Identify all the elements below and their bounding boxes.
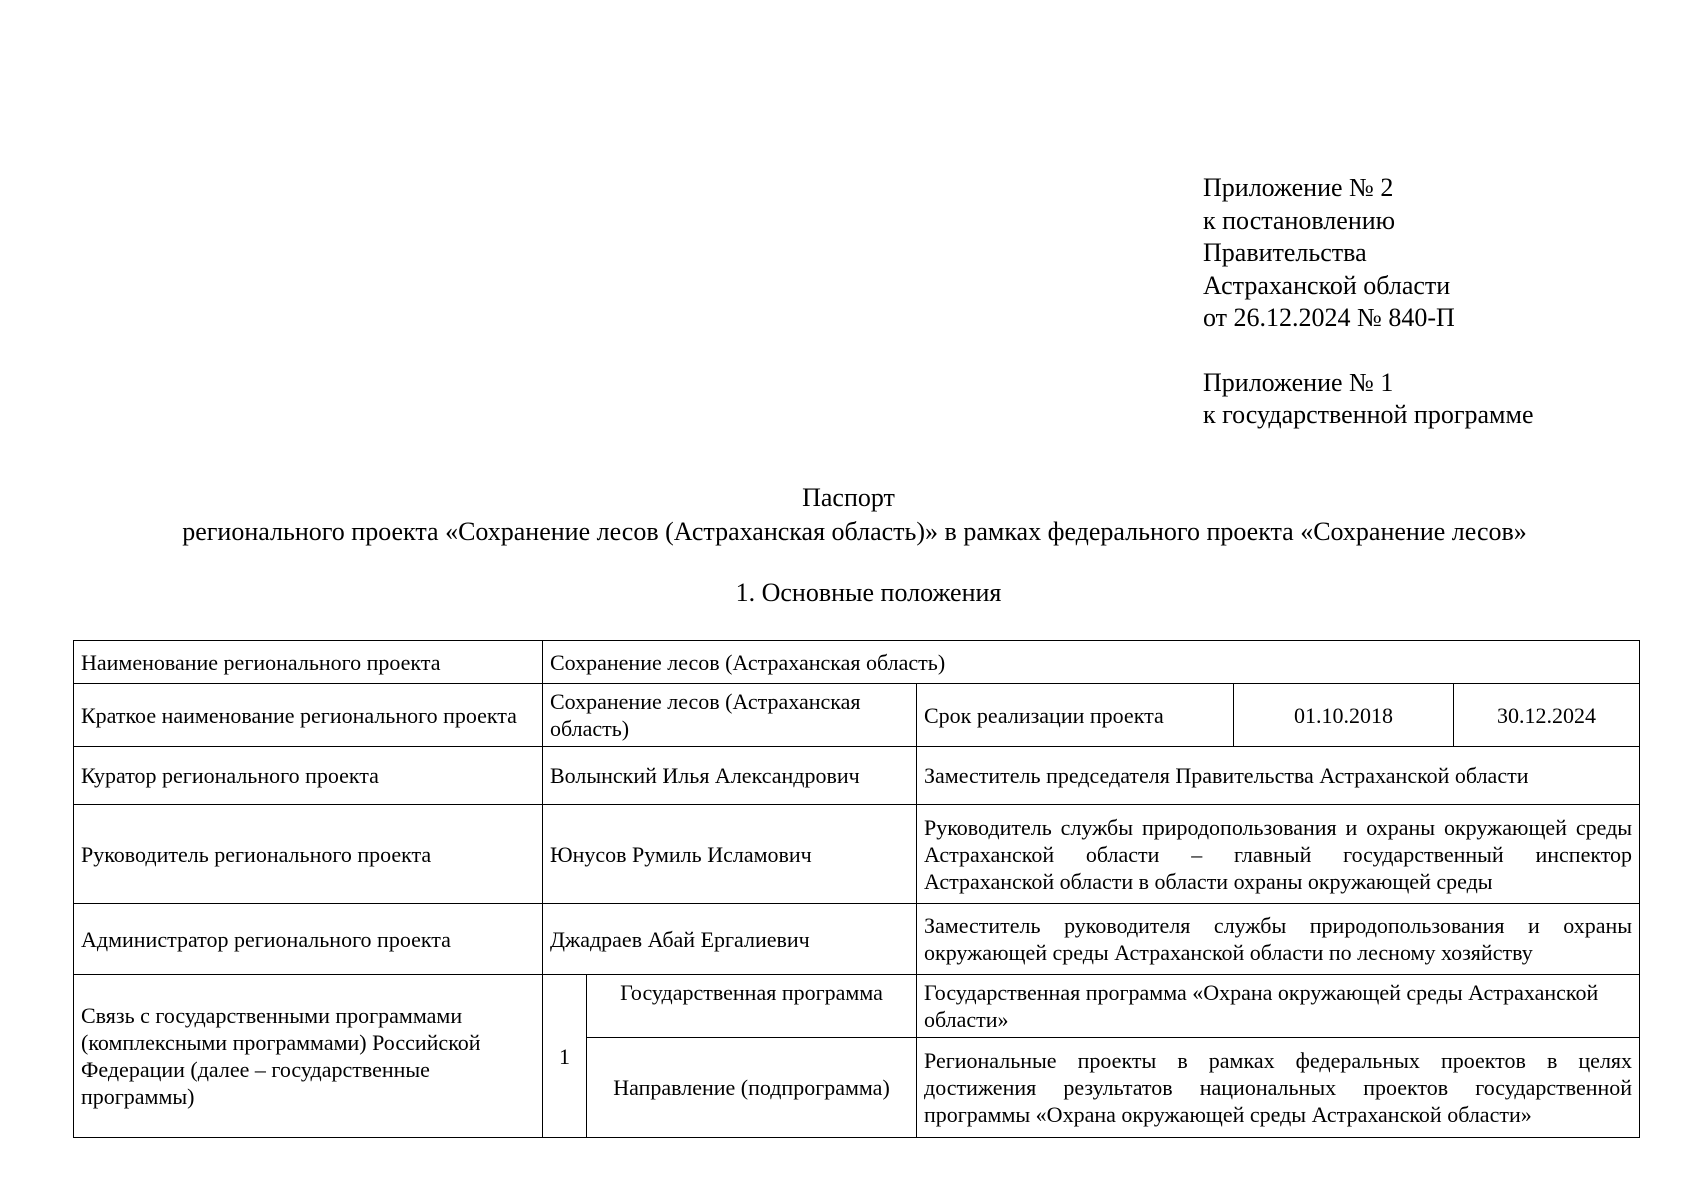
sub-value: Государственная программа «Охрана окружающей среды Астраханской области»: [917, 975, 1640, 1038]
person-name: Юнусов Румиль Исламович: [543, 805, 917, 904]
row-value: Сохранение лесов (Астраханская область): [543, 684, 917, 747]
title-subheading: регионального проекта «Сохранение лесов (Астраханская область)» в рамках федерального проекта «Сохранение лесов»: [182, 517, 1527, 546]
person-position: Заместитель председателя Правительства Астраханской области: [917, 747, 1640, 805]
row-label: Связь с государственными программами (комплексными программами) Российской Федерации (далее – государственные программы): [74, 975, 543, 1138]
term-start: 01.10.2018: [1234, 684, 1454, 747]
table-row: [74, 805, 1640, 904]
person-position: Руководитель службы природопользования и охраны окружающей среды Астраханской области – главный государственный инспектор Астраханской области в области охраны окружающей среды: [917, 805, 1640, 904]
appendix-line: к постановлению: [1203, 205, 1396, 235]
table-row: [74, 747, 1640, 805]
title-heading: Паспорт: [802, 483, 895, 512]
appendix-line: от 26.12.2024 № 840-П: [1203, 303, 1455, 332]
appendix-line: Приложение № 2: [1203, 173, 1394, 202]
table-row: [74, 904, 1640, 975]
sub-value: Региональные проекты в рамках федеральных проектов в целях достижения результатов национальных проектов государственной программы «Охрана окружающей среды Астраханской области»: [917, 1038, 1640, 1138]
row-value: Сохранение лесов (Астраханская область): [543, 641, 1640, 684]
term-end: 30.12.2024: [1454, 684, 1640, 747]
program-number: 1: [543, 975, 587, 1138]
person-position: Заместитель руководителя службы природопользования и охраны окружающей среды Астраханской области по лесному хозяйству: [917, 904, 1640, 975]
row-label: Администратор регионального проекта: [74, 904, 543, 975]
appendix-line: Правительства: [1203, 238, 1367, 267]
table-row: [74, 684, 1640, 747]
passport-table: [73, 640, 1640, 1138]
appendix-line: к государственной программе: [1203, 400, 1534, 429]
sub-label: Государственная программа: [587, 975, 917, 1038]
section-title: 1. Основные положения: [735, 578, 1002, 607]
row-label: Наименование регионального проекта: [74, 641, 543, 684]
person-name: Волынский Илья Александрович: [543, 747, 917, 805]
appendix-line: Приложение № 1: [1203, 367, 1394, 397]
appendix-line: Астраханской области: [1203, 270, 1451, 300]
row-label: Краткое наименование регионального проекта: [74, 684, 543, 747]
person-name: Джадраев Абай Ергалиевич: [543, 904, 917, 975]
row-label: Куратор регионального проекта: [74, 747, 543, 805]
sub-label: Направление (подпрограмма): [587, 1038, 917, 1138]
table-row: [74, 641, 1640, 684]
row-label: Руководитель регионального проекта: [74, 805, 543, 904]
table-row: [74, 975, 1640, 1038]
document-title: [0, 481, 1697, 549]
term-label: Срок реализации проекта: [917, 684, 1234, 747]
appendix-block: [1203, 172, 1534, 432]
